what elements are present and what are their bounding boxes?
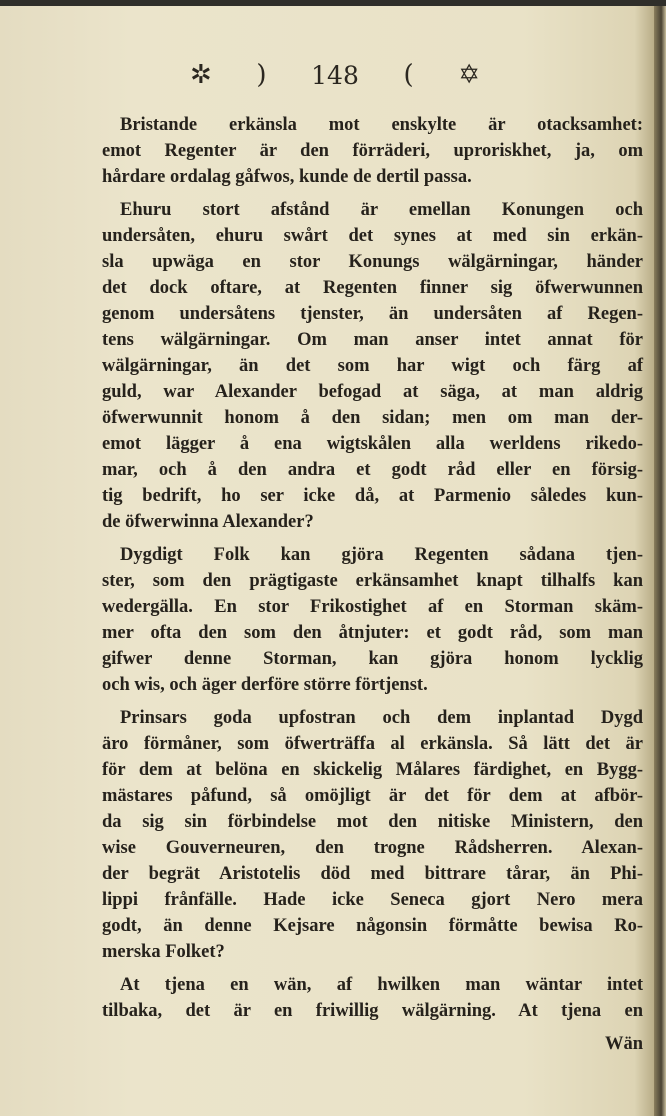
text-line: gifwer denne Storman, kan gjöra honom lycklig [102, 649, 643, 669]
header-bracket: ( [403, 60, 414, 90]
text-line: det dock oftare, at Regenten finner sig öfwerwunnen [102, 278, 643, 298]
text-line: godt, än denne Kejsare någonsin förmåtte bewisa Ro- [102, 916, 643, 936]
text-line: Bristande erkänsla mot enskylte är otacksamhet: [120, 115, 643, 135]
text-line: At tjena en wän, af hwilken man wäntar intet [120, 975, 643, 995]
text-line: lippi frånfälle. Hade icke Seneca gjort Nero mera [102, 890, 643, 910]
text-line: Prinsars goda upfostran och dem inplantad Dygd [120, 708, 643, 728]
text-line: hårdare ordalag gåfwos, kunde de dertil passa. [102, 167, 472, 187]
body-text [102, 112, 643, 1057]
paragraph [102, 197, 643, 535]
text-line: för dem at belöna en skickelig Målares färdighet, en Bygg- [102, 760, 643, 780]
text-line: tig bedrift, ho ser icke då, at Parmenio således kun- [102, 486, 643, 506]
page-edge [654, 6, 666, 1116]
text-line: ster, som den prägtigaste erkänsamhet knapt tilhalfs kan [102, 571, 643, 591]
text-line: äro förmåner, som öfwerträffa al erkänsla. Så lätt det är [102, 734, 643, 754]
text-line: undersåten, ehuru swårt det synes at med sin erkän- [102, 226, 643, 246]
star-ornament-icon: ✲ [190, 60, 212, 90]
paragraph [102, 972, 643, 1024]
text-line: tilbaka, det är en friwillig wälgärning. At tjena en [102, 1001, 643, 1021]
text-line: mer ofta den som den åtnjuter: et godt råd, som man [102, 623, 643, 643]
paragraph [102, 112, 643, 190]
text-line: och wis, och äger derföre större förtjenst. [102, 675, 428, 695]
text-line: öfwerwunnit honom å den sidan; men om man der- [102, 408, 643, 428]
paragraph [102, 705, 643, 965]
text-line: merska Folket? [102, 942, 225, 962]
text-line: de öfwerwinna Alexander? [102, 512, 314, 532]
text-line: genom undersåtens tjenster, än undersåten af Regen- [102, 304, 643, 324]
text-line: Ehuru stort afstånd är emellan Konungen och [120, 200, 643, 220]
catchword: Wän [604, 1034, 643, 1054]
text-line: sla upwäga en stor Konungs wälgärningar, händer [102, 252, 643, 272]
text-line: emot lägger å ena wigtskålen alla werldens rikedo- [102, 434, 643, 454]
page-number: 148 [311, 60, 359, 90]
page-header [190, 60, 480, 90]
text-line: guld, war Alexander befogad at säga, at man aldrig [102, 382, 643, 402]
text-line: wälgärningar, än det som har wigt och färg af [102, 356, 643, 376]
text-line: emot Regenter är den förräderi, uproriskhet, ja, om [102, 141, 643, 161]
paragraph [102, 542, 643, 698]
text-line: tens wälgärningar. Om man anser intet annat för [102, 330, 643, 350]
text-line: mästares påfund, så omöjligt är det för dem at afbör- [102, 786, 643, 806]
text-line: mar, och å den andra et godt råd eller en försig- [102, 460, 643, 480]
text-line: wedergälla. En stor Frikostighet af en Storman skäm- [102, 597, 643, 617]
text-line: wise Gouverneuren, den trogne Rådsherren. Alexan- [102, 838, 643, 858]
text-line: der begrät Aristotelis död med bittrare tårar, än Phi- [102, 864, 643, 884]
header-bracket: ) [256, 60, 267, 90]
star-ornament-icon: ✡ [458, 60, 480, 90]
text-line: Dygdigt Folk kan gjöra Regenten sådana tjen- [120, 545, 643, 565]
text-line: da sig sin förbindelse mot den nitiske Ministern, den [102, 812, 643, 832]
